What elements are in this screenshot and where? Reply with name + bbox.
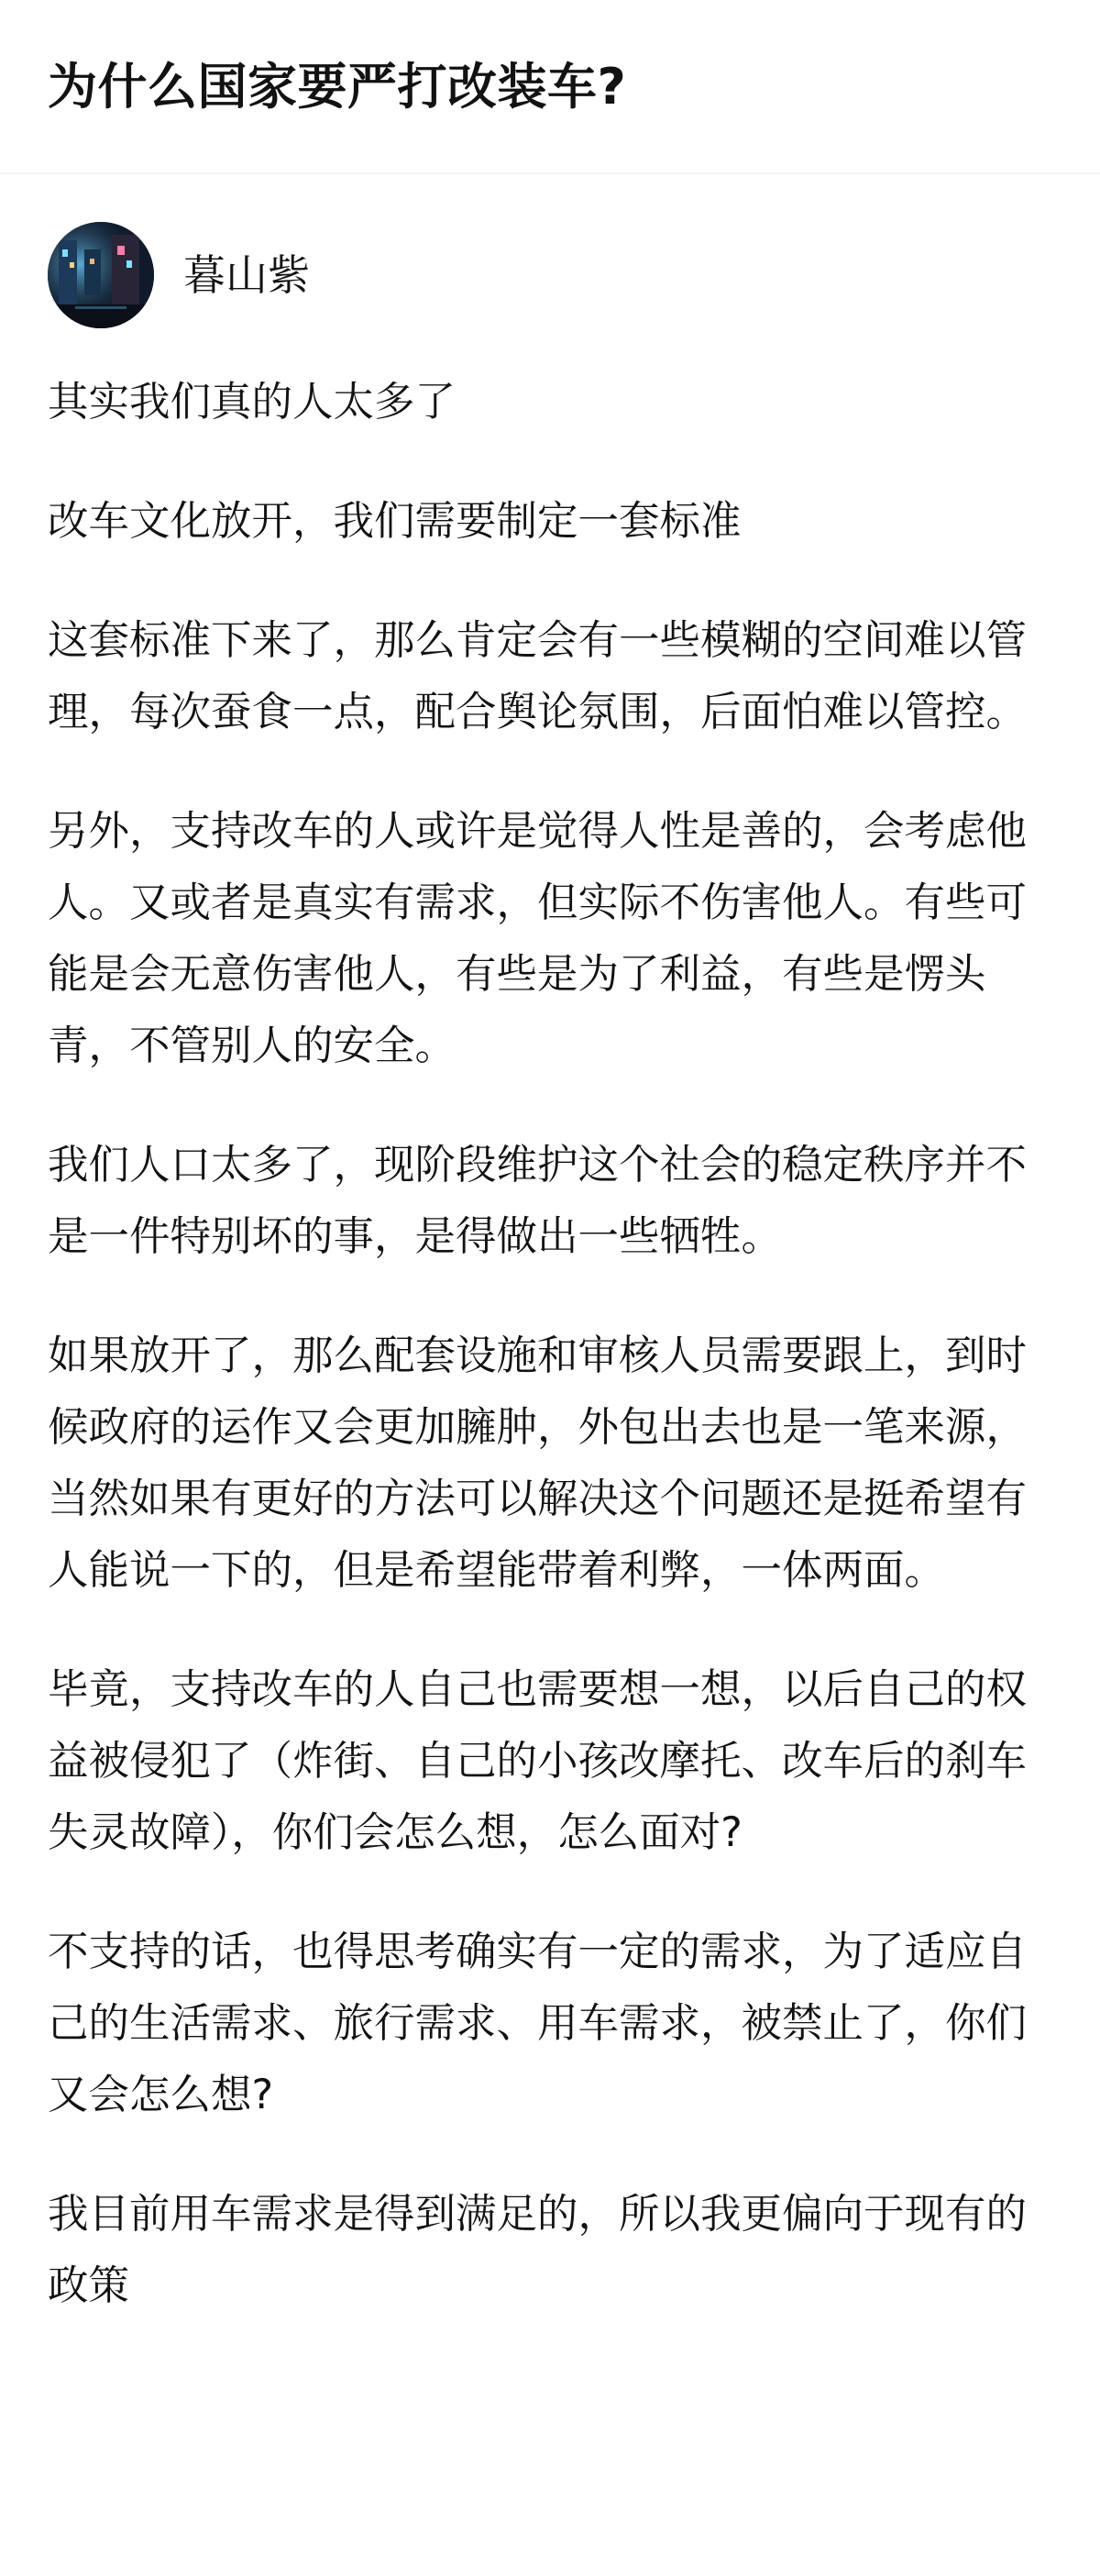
- avatar-image-icon: [48, 222, 154, 328]
- author-name[interactable]: 暮山紫: [183, 250, 310, 300]
- author-info: [48, 220, 1052, 330]
- answer-paragraph: 我目前用车需求是得到满足的，所以我更偏向于现有的政策: [48, 2191, 1028, 2309]
- question-title[interactable]: 为什么国家要严打改装车?: [48, 58, 627, 116]
- answer-paragraph: 其实我们真的人太多了: [48, 379, 456, 426]
- answer-paragraph: 不支持的话，也得思考确实有一定的需求，为了适应自己的生活需求、旅行需求、用车需求，被禁止了，你们又会怎么想?: [48, 1929, 1028, 2118]
- answer-card: [0, 174, 1100, 2322]
- question-header: [0, 0, 1100, 174]
- answer-paragraph: 另外，支持改车的人或许是觉得人性是善的，会考虑他人。又或者是真实有需求，但实际不伤害他人。有些可能是会无意伤害他人，有些是为了利益，有些是愣头青，不管别人的安全。: [48, 808, 1028, 1069]
- answer-paragraph: 改车文化放开，我们需要制定一套标准: [48, 498, 742, 545]
- answer-paragraph: 如果放开了，那么配套设施和审核人员需要跟上，到时候政府的运作又会更加臃肿，外包出去也是一笔来源，当然如果有更好的方法可以解决这个问题还是挺希望有人能说一下的，但是希望能带着利弊，一体两面。: [48, 1332, 1028, 1594]
- answer-paragraph: 这套标准下来了，那么肯定会有一些模糊的空间难以管理，每次蚕食一点，配合舆论氛围，后面怕难以管控。: [48, 617, 1028, 735]
- avatar[interactable]: [48, 222, 154, 328]
- answer-paragraph: 我们人口太多了，现阶段维护这个社会的稳定秩序并不是一件特别坏的事，是得做出一些牺牲。: [48, 1142, 1028, 1260]
- answer-content: [48, 367, 1052, 2322]
- answer-paragraph: 毕竟，支持改车的人自己也需要想一想，以后自己的权益被侵犯了（炸街、自己的小孩改摩托、改车后的刹车失灵故障），你们会怎么想，怎么面对?: [48, 1666, 1028, 1856]
